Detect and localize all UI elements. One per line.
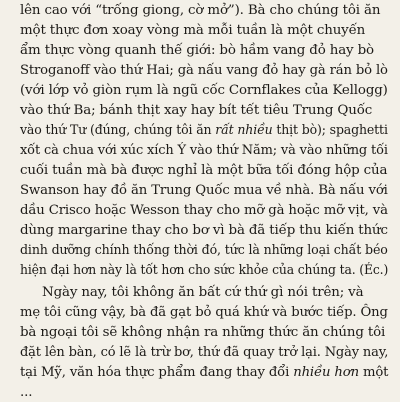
text-line: bà ngoại tôi sẽ không nhận ra những thức ăn chúng tôi bbox=[20, 325, 386, 340]
paragraph-first-line: Ngày nay, tôi không ăn bất cứ thứ gì nói trên; và bbox=[42, 285, 364, 300]
text-line: tại Mỹ, văn hóa thực phẩm đang thay đổi nhiều hơn một bbox=[20, 365, 389, 380]
text-line: (với lớp vỏ giòn rụm là ngũ cốc Cornflakes của Kellogg) bbox=[20, 83, 388, 98]
text-line-partial: ... bbox=[20, 385, 33, 400]
text-line: lên cao với “trống giong, cờ mở”). Bà cho chúng tôi ăn bbox=[20, 3, 381, 18]
text-line: xốt cà chua với xúc xích Ý vào thứ Năm; và vào những tối bbox=[20, 143, 388, 158]
text-line: đặt lên bàn, có lẽ là trừ bơ, thứ đã quay trở lại. Ngày nay, bbox=[20, 345, 389, 360]
emphasis: nhiều hơn bbox=[293, 365, 359, 380]
text-line: mẹ tôi cũng vậy, bà đã gạt bỏ quá khứ và bước tiếp. Ông bbox=[20, 305, 388, 320]
emphasis: rất nhiều bbox=[215, 123, 273, 138]
text-line: ẩm thực vòng quanh thế giới: bò hầm vang đỏ hay bò bbox=[20, 43, 374, 58]
text-line: Swanson hay đồ ăn Trung Quốc mua về nhà. Bà nấu với bbox=[20, 183, 388, 198]
text-line: vào thứ Ba; bánh thịt xay hay bít tết tiêu Trung Quốc bbox=[20, 103, 373, 118]
text-line: dầu Crisco hoặc Wesson thay cho mỡ gà hoặc mỡ vịt, và bbox=[20, 203, 388, 218]
text-line: hiện đại hơn này là tốt hơn cho sức khỏe của chúng ta. (Éc.) bbox=[20, 263, 389, 278]
text-line: vào thứ Tư (đúng, chúng tôi ăn rất nhiều thịt bò); spaghetti bbox=[20, 123, 388, 138]
text-line: dinh dưỡng chính thống thời đó, tức là những loại chất béo bbox=[20, 243, 388, 258]
text-line: dùng margarine thay cho bơ vì bà đã tiếp thu kiến thức bbox=[20, 223, 388, 238]
text-line: cuối tuần mà bà được nghỉ là một bữa tối đóng hộp của bbox=[20, 163, 388, 178]
text-line: một thực đơn xoay vòng mà mỗi tuần là một chuyến bbox=[20, 23, 366, 38]
text-line: Stroganoff vào thứ Hai; gà nấu vang đỏ hay gà rán bỏ lò bbox=[20, 63, 388, 78]
